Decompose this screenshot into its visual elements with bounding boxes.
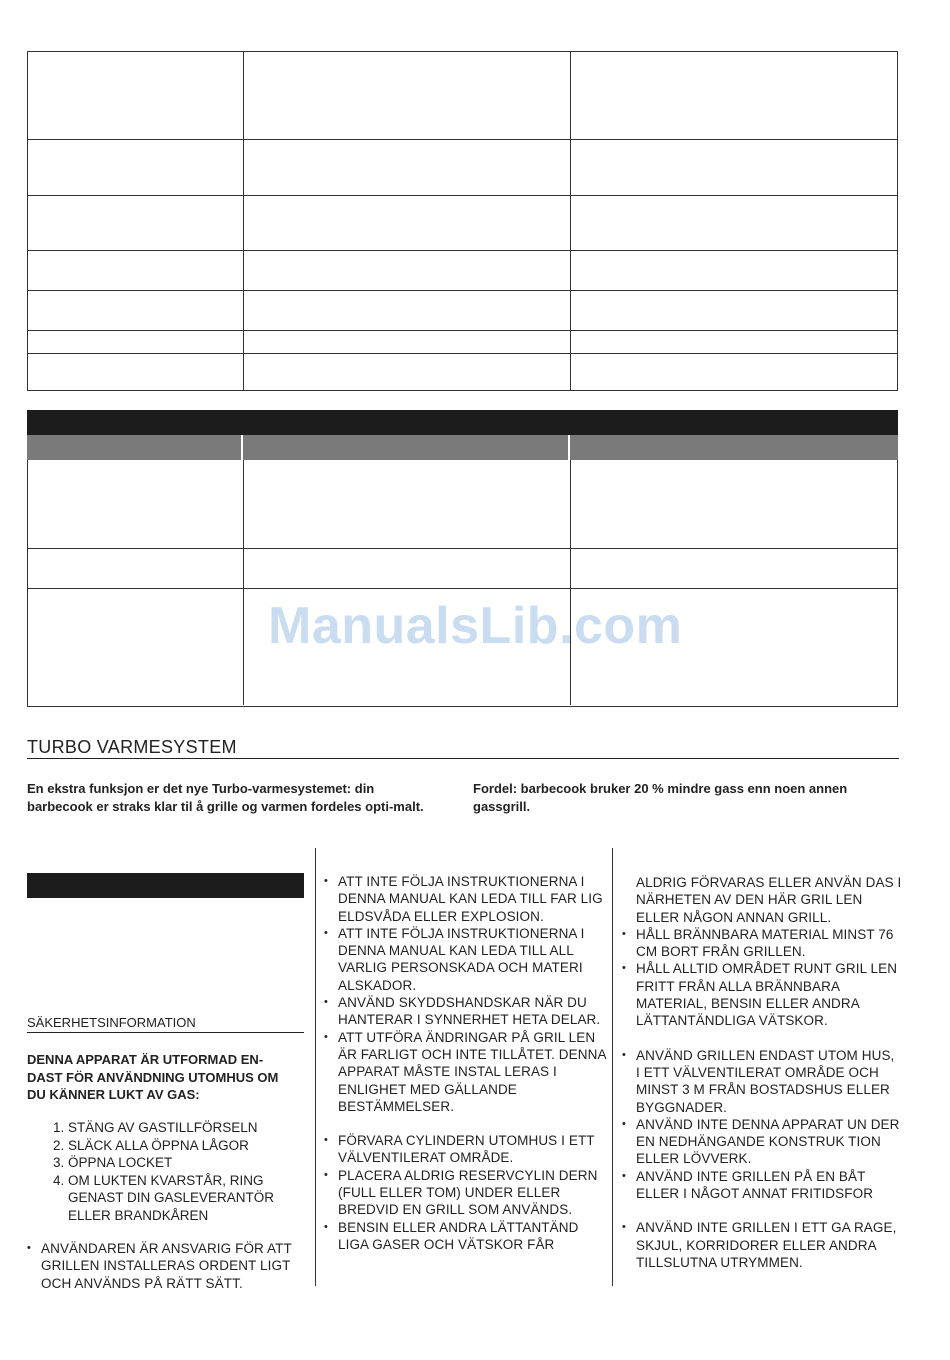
safety-heading: SÄKERHETSINFORMATION (27, 1015, 196, 1030)
list-item: • HÅLL ALLTID OMRÅDET RUNT GRIL LEN FRITT FRÅN ALLA BRÄNNBARA MATERIAL, BENSIN ELLER ANDRA LÄTTANTÄNDLIGA VÄTSKOR. (622, 960, 902, 1029)
safety-list-col3 (622, 874, 902, 1271)
list-item: • ANVÄND SKYDDSHANDSKAR NÄR DU HANTERAR I SYNNERHET HETA DELAR. (324, 994, 606, 1029)
list-item: • FÖRVARA CYLINDERN UTOMHUS I ETT VÄLVENTILERAT OMRÅDE. (324, 1132, 606, 1167)
list-item: • ANVÄND INTE GRILLEN I ETT GA RAGE, SKJUL, KORRIDORER ELLER ANDRA TILLSLUTNA UTRYMMEN. (622, 1219, 902, 1271)
list-item: • ATT INTE FÖLJA INSTRUKTIONERNA I DENNA MANUAL KAN LEDA TILL ALL VARLIG PERSONSKADA OCH MATERI ALSKADOR. (324, 925, 606, 994)
table-row (28, 548, 897, 588)
gas-smell-steps (27, 1119, 297, 1224)
warning-header-bar (27, 873, 304, 898)
table-row (28, 290, 897, 330)
table-row (28, 250, 897, 290)
turbo-description: En ekstra funksjon er det nye Turbo-varmesystemet: din barbecook er straks klar til å grille og varmen fordeles opti-malt. (27, 781, 424, 814)
safety-list-col1 (27, 1240, 307, 1292)
list-item: 4. OM LUKTEN KVARSTÅR, RING GENAST DIN GASLEVERANTÖR ELLER BRANDKÅREN (68, 1172, 297, 1225)
list-item: • PLACERA ALDRIG RESERVCYLIN DERN (FULL ELLER TOM) UNDER ELLER BREDVID EN GRILL SOM ANVÄNDS. (324, 1167, 606, 1219)
turbo-advantage: Fordel: barbecook bruker 20 % mindre gass enn noen annen gassgrill. (473, 781, 848, 814)
safety-divider (27, 1032, 304, 1033)
table-row (28, 353, 897, 390)
list-item: • ANVÄND GRILLEN ENDAST UTOM HUS, I ETT VÄLVENTILERAT OMRÅDE OCH MINST 3 M FRÅN BOSTADSHUS ELLER BYGGNADER. (622, 1047, 902, 1116)
list-item: 3. ÖPPNA LOCKET (68, 1154, 297, 1172)
list-item-continuation: ALDRIG FÖRVARAS ELLER ANVÄN DAS I NÄRHETEN AV DEN HÄR GRIL LEN ELLER NÅGON ANNAN GRILL. (636, 875, 902, 925)
safety-warning: DENNA APPARAT ÄR UTFORMAD EN-DAST FÖR ANVÄNDNING UTOMHUS OM DU KÄNNER LUKT AV GAS: (27, 1052, 279, 1102)
section-divider (27, 758, 899, 759)
table-header-bar (27, 410, 898, 435)
watermark: ManualsLib.com (268, 597, 683, 655)
table-row (28, 460, 897, 548)
table-subheader-bar (27, 435, 898, 460)
table-row (28, 330, 897, 353)
list-item: • ANVÄND INTE DENNA APPARAT UN DER EN NEDHÄNGANDE KONSTRUK TION ELLER LÖVVERK. (622, 1116, 902, 1168)
list-item: • ANVÄND INTE GRILLEN PÅ EN BÅT ELLER I NÅGOT ANNAT FRITIDSFOR (622, 1168, 902, 1203)
table-top (27, 51, 898, 391)
list-item: • BENSIN ELLER ANDRA LÄTTANTÄND LIGA GASER OCH VÄTSKOR FÅR (324, 1219, 606, 1254)
list-item: 1. STÄNG AV GASTILLFÖRSELN (68, 1119, 297, 1137)
list-item: • ATT UTFÖRA ÄNDRINGAR PÅ GRIL LEN ÄR FARLIGT OCH INTE TILLÅTET. DENNA APPARAT MÅSTE INSTAL LERAS I ENLIGHET MED GÄLLANDE BESTÄMMELSER. (324, 1029, 606, 1115)
table-bottom (27, 460, 898, 707)
safety-list-col2 (324, 873, 606, 1253)
list-item: • ATT INTE FÖLJA INSTRUKTIONERNA I DENNA MANUAL KAN LEDA TILL FAR LIG ELDSVÅDA ELLER EXPLOSION. (324, 873, 606, 925)
section-title: TURBO VARMESYSTEM (27, 737, 237, 757)
table-row (28, 195, 897, 250)
table-row (28, 52, 897, 139)
list-item: 2. SLÄCK ALLA ÖPPNA LÅGOR (68, 1137, 297, 1155)
table-row (28, 139, 897, 195)
column-divider (612, 848, 613, 1286)
list-item: • HÅLL BRÄNNBARA MATERIAL MINST 76 CM BORT FRÅN GRILLEN. (622, 926, 902, 961)
list-item: • ANVÄNDAREN ÄR ANSVARIG FÖR ATT GRILLEN INSTALLERAS ORDENT LIGT OCH ANVÄNDS PÅ RÄTT SÄTT. (27, 1240, 307, 1292)
column-divider (315, 848, 316, 1286)
